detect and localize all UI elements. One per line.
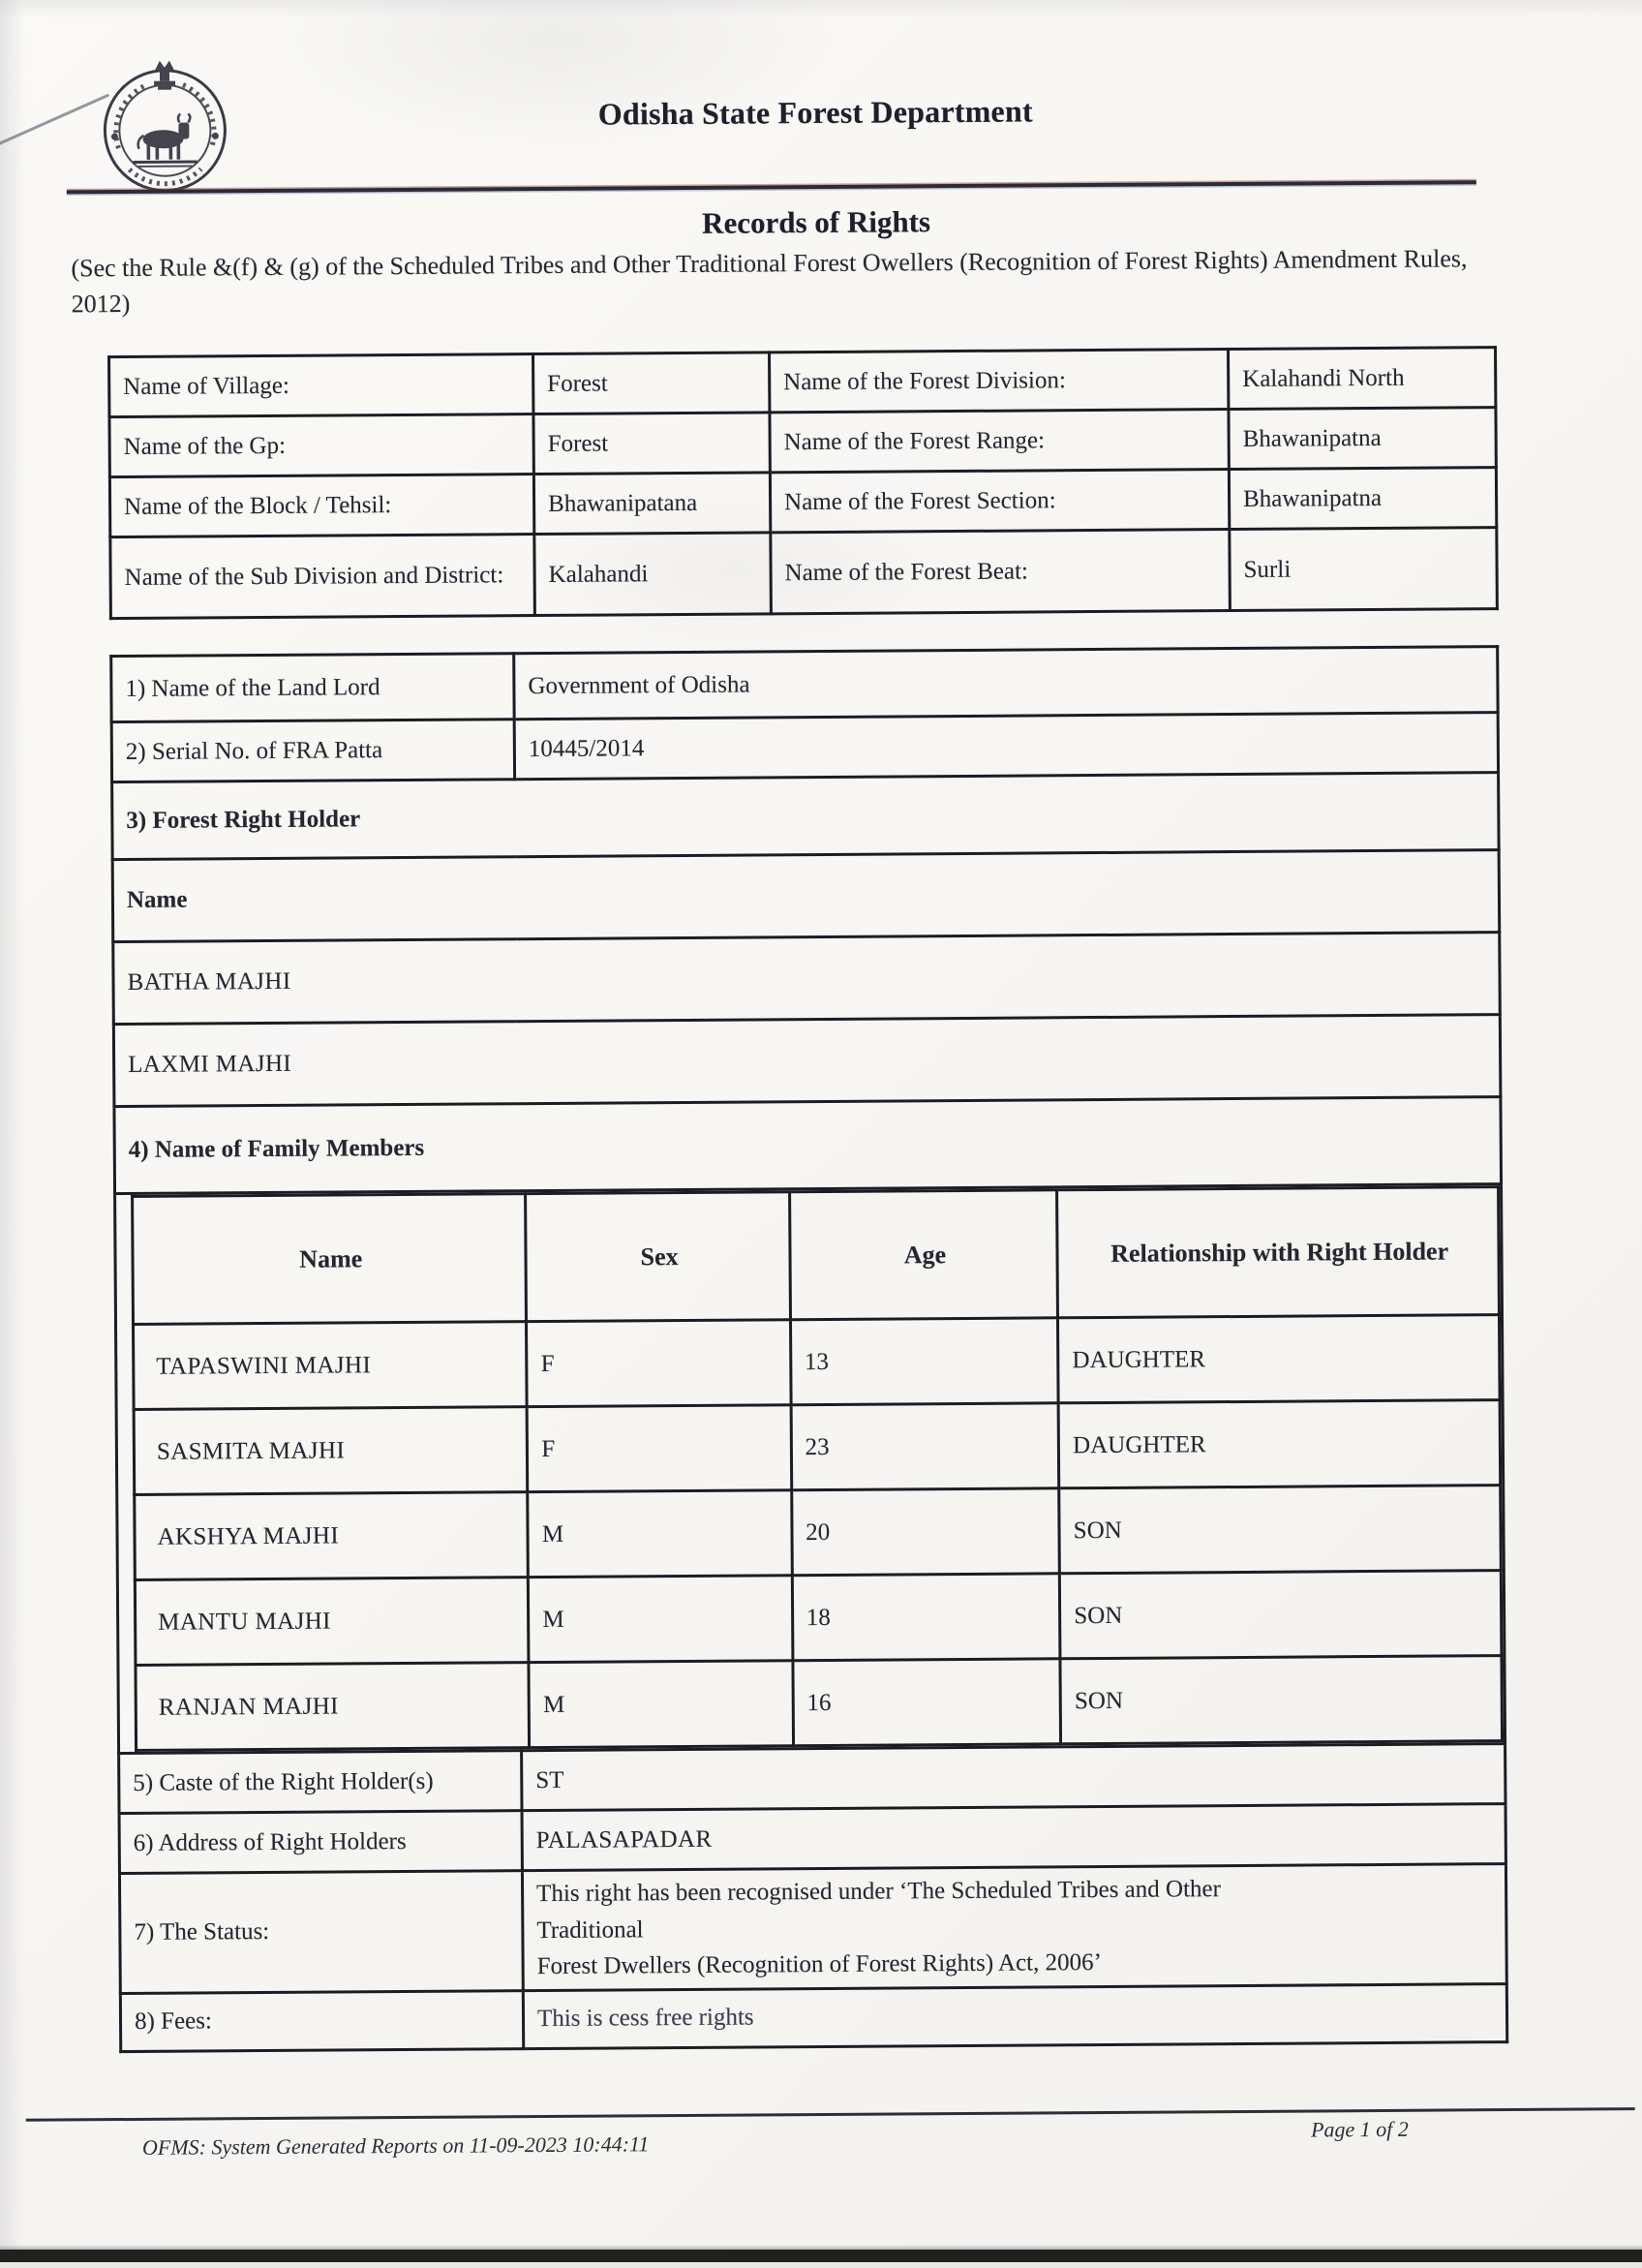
member-age: 23	[791, 1403, 1059, 1490]
member-name: AKSHYA MAJHI	[135, 1492, 529, 1580]
field-label: Name of Village:	[109, 354, 533, 417]
field-label: 8) Fees:	[120, 1990, 523, 2051]
scan-edge-strip	[0, 2250, 1642, 2262]
field-value: Kalahandi	[534, 533, 772, 616]
family-member-row	[134, 1400, 1501, 1495]
field-label: Name of the Forest Section:	[770, 470, 1229, 533]
member-sex: F	[527, 1320, 791, 1407]
column-header-relationship: Relationship with Right Holder	[1057, 1187, 1500, 1318]
table-row	[119, 1744, 1505, 1814]
member-sex: M	[529, 1576, 793, 1663]
table-row	[119, 1864, 1506, 1993]
member-age: 16	[793, 1659, 1061, 1746]
field-label: Name of the Forest Beat:	[771, 530, 1231, 614]
table-row	[111, 647, 1498, 722]
field-label: Name of the Block / Tehsil:	[109, 475, 533, 537]
member-relationship: DAUGHTER	[1058, 1315, 1500, 1403]
field-label: Name of the Forest Range:	[770, 410, 1229, 473]
family-members-table	[131, 1185, 1504, 1752]
table-row	[112, 850, 1500, 942]
member-name: MANTU MAJHI	[135, 1578, 529, 1666]
member-name: RANJAN MAJHI	[136, 1663, 530, 1751]
section-heading-name: Name	[112, 850, 1500, 942]
table-row	[112, 773, 1500, 860]
field-value: Surli	[1230, 528, 1498, 611]
field-label: 6) Address of Right Holders	[119, 1811, 522, 1874]
field-label: 2) Serial No. of FRA Patta	[111, 720, 514, 782]
field-value: 10445/2014	[514, 713, 1498, 780]
field-value-status	[522, 1864, 1506, 1991]
field-value: ST	[522, 1744, 1505, 1811]
table-row	[110, 528, 1498, 619]
member-name: SASMITA MAJHI	[134, 1407, 528, 1495]
member-relationship: SON	[1060, 1571, 1502, 1659]
family-member-row	[136, 1656, 1503, 1751]
member-sex: M	[529, 1661, 793, 1748]
member-name: TAPASWINI MAJHI	[134, 1322, 528, 1410]
section-heading-forest-right-holder: 3) Forest Right Holder	[112, 773, 1500, 860]
table-row	[115, 1184, 1505, 1754]
field-value: Bhawanipatana	[533, 473, 770, 535]
member-relationship: SON	[1059, 1486, 1501, 1574]
header-divider	[67, 180, 1476, 194]
table-row	[113, 1015, 1501, 1107]
field-value: Forest	[533, 352, 770, 414]
status-line: Forest Dwellers (Recognition of Forest Rights) Act, 2006’	[536, 1949, 1102, 1980]
field-label: 1) Name of the Land Lord	[111, 654, 514, 722]
family-member-row	[135, 1486, 1502, 1580]
table-row	[113, 933, 1501, 1025]
field-label: Name of the Sub Division and District:	[110, 535, 535, 619]
member-relationship: DAUGHTER	[1058, 1400, 1500, 1488]
field-value: This is cess free rights	[523, 1983, 1506, 2048]
table-row	[109, 348, 1496, 417]
member-relationship: SON	[1060, 1656, 1502, 1744]
field-value: Bhawanipatna	[1229, 408, 1496, 470]
page-subtitle: Records of Rights	[701, 204, 931, 240]
member-age: 20	[791, 1488, 1059, 1576]
field-value: Bhawanipatna	[1229, 468, 1496, 530]
right-holder-name: LAXMI MAJHI	[113, 1015, 1501, 1107]
table-row	[111, 713, 1498, 782]
column-header-sex: Sex	[526, 1192, 790, 1322]
rule-reference-note: (Sec the Rule &(f) & (g) of the Scheduled Tribes and Other Traditional Forest Owellers (Recognition of Forest Rights) Amendment Rules, 2012)	[71, 244, 1468, 319]
member-age: 18	[792, 1574, 1060, 1661]
column-header-age: Age	[789, 1190, 1057, 1320]
table-row	[119, 1804, 1505, 1874]
table-row	[109, 468, 1496, 537]
table-row	[109, 408, 1496, 477]
page-title: Odisha State Forest Department	[597, 93, 1033, 132]
field-label: 7) The Status:	[119, 1871, 523, 1993]
table-header-row	[133, 1187, 1500, 1325]
family-member-row	[135, 1571, 1502, 1666]
member-sex: F	[527, 1405, 791, 1492]
column-header-name: Name	[133, 1194, 527, 1325]
record-of-rights-table	[109, 645, 1508, 2052]
status-line: This right has been recognised under ‘The Scheduled Tribes and Other	[536, 1876, 1221, 1908]
field-label: 5) Caste of the Right Holder(s)	[119, 1751, 522, 1814]
family-members-table-container	[115, 1184, 1505, 1754]
member-sex: M	[528, 1490, 792, 1578]
footer-generated-note: OFMS: System Generated Reports on 11-09-2023 10:44:11	[141, 2131, 650, 2160]
field-value: Forest	[533, 413, 770, 475]
field-label: Name of the Gp:	[109, 414, 533, 477]
location-table	[107, 346, 1499, 620]
field-value: Government of Odisha	[514, 647, 1498, 720]
field-value: PALASAPADAR	[522, 1804, 1505, 1871]
member-age: 13	[790, 1318, 1058, 1405]
field-value: Kalahandi North	[1229, 348, 1496, 410]
section-heading-family-members: 4) Name of Family Members	[114, 1097, 1502, 1194]
table-row	[114, 1097, 1502, 1194]
footer-page-number: Page 1 of 2	[1310, 2116, 1409, 2142]
family-member-row	[134, 1315, 1501, 1410]
table-row	[120, 1983, 1506, 2051]
status-line: Traditional	[536, 1916, 644, 1944]
field-label: Name of the Forest Division:	[770, 350, 1229, 413]
right-holder-name: BATHA MAJHI	[113, 933, 1501, 1025]
